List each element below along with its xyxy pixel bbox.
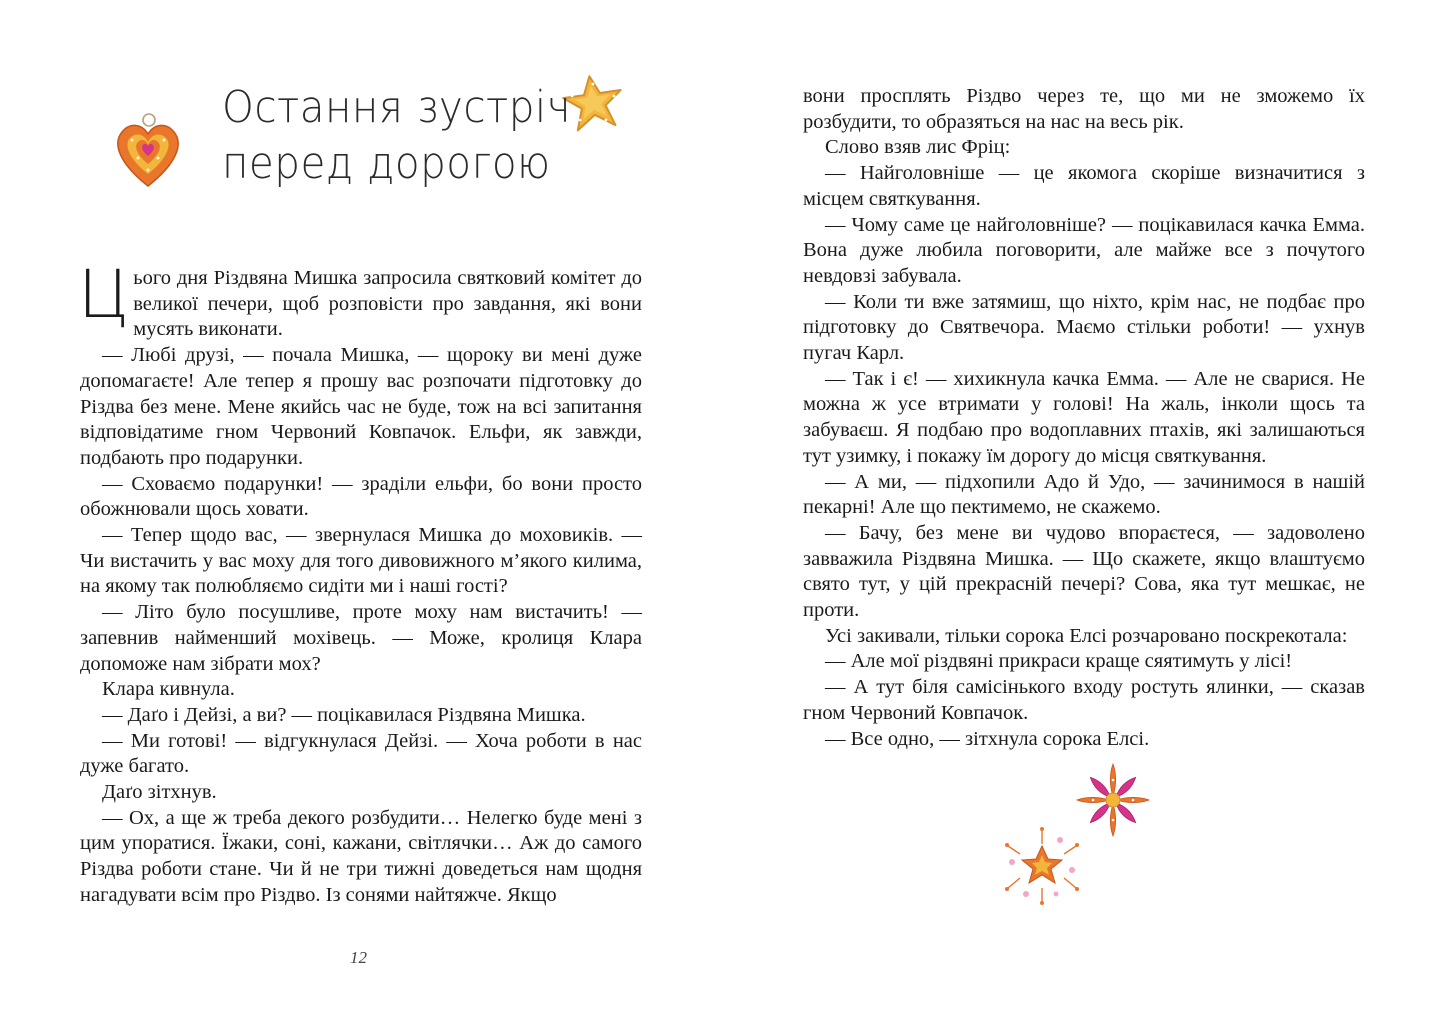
- paragraph: — Сховаємо подарунки! — зраділи ельфи, бо вони просто обожнювали щось ховати.: [80, 472, 642, 521]
- paragraph: Цього дня Різдвяна Мишка запросила святковий комітет до великої печери, щоб розповісти про завдання, які вони мусять виконати.: [78, 256, 642, 341]
- paragraph: Усі закивали, тільки сорока Елсі розчаровано поскрекотала:: [825, 624, 1348, 647]
- paragraph: — Але мої різдвяні прикраси краще сяятимуть у лісі!: [825, 650, 1293, 673]
- chapter-title-line2: перед дорогою: [222, 138, 551, 189]
- chapter-title-line1: Остання зустріч: [222, 82, 571, 133]
- paragraph: — А тут біля самісінького входу ростуть ялинки, — сказав гном Червоний Ковпачок.: [803, 676, 1365, 724]
- paragraph: Даґо зітхнув.: [102, 781, 217, 804]
- paragraph: — Коли ти вже затямиш, що ніхто, крім нас, не подбає про підготовку до Святвечора. Маємо стільки роботи! — ухнув пугач Карл.: [803, 290, 1365, 365]
- paragraph: Клара кивнула.: [102, 678, 235, 701]
- paragraph: — Даґо і Дейзі, а ви? — поцікавилася Різдвяна Мишка.: [102, 703, 586, 726]
- paragraph: — Так і є! — хихикнула качка Емма. — Але не сварися. Не можна ж усе втримати у голові! На жаль, інколи щось та забуваєш. Я подбаю про водоплавних птахів, які залишаються тут узимку, і покажу їм дорогу до місця святкування.: [803, 367, 1365, 467]
- starburst-ornament-icon: [998, 826, 1088, 906]
- heart-ornament-icon: [112, 110, 184, 190]
- paragraph: — Літо було посушливе, проте моху нам вистачить! — запевнив найменший мохівець. — Може, кролиця Клара допоможе нам зібрати мох?: [80, 601, 642, 675]
- page-number: 12: [350, 948, 367, 967]
- paragraph: — Чому саме це найголовніше? — поцікавилася качка Емма. Вона дуже любила поговорити, але майже все з почутого невдовзі забувала.: [803, 213, 1365, 287]
- paragraph: — Ох, а ще ж треба декого розбудити… Нелегко буде мені з цим упоратися. Їжаки, соні, кажани, світлячки… Аж до самого Різдва роботи стане. Чи й не три тижні доведеться нам щодня нагадувати всім про Різдво. Із сонями найтяжче. Якщо: [80, 806, 642, 906]
- paragraph: — Ми готові! — відгукнулася Дейзі. — Хоча роботи в нас дуже багато.: [80, 729, 642, 778]
- right-text-column: [803, 84, 1365, 752]
- paragraph: — Найголовніше — це якомога скоріше визначитися з місцем святкування.: [803, 162, 1365, 210]
- paragraph: — Тепер щодо вас, — звернулася Мишка до моховиків. — Чи вистачить у вас моху для того дивовижного м’якого килима, на якому так полюбляємо сидіти ми і наші гості?: [80, 524, 642, 598]
- left-text-column: [78, 256, 642, 909]
- paragraph: — А ми, — підхопили Адо й Удо, — зачинимося в нашій пекарні! Але що пектимемо, не скажемо.: [803, 470, 1365, 519]
- paragraph: — Все одно, — зітхнула сорока Елсі.: [825, 727, 1150, 750]
- paragraph: вони просплять Різдво через те, що ми не зможемо їх розбудити, то образяться на нас на весь рік.: [803, 85, 1365, 133]
- paragraph: — Любі друзі, — почала Мишка, — щороку ви мені дуже допомагаєте! Але тепер я прошу вас розпочати підготовку до Різдва без мене. Мене якийсь час не буде, тож на всі запитання відповідатиме гном Червоний Ковпачок. Ельфи, як завжди, подбають про подарунки.: [80, 344, 642, 469]
- paragraph: — Бачу, без мене ви чудово впораєтеся, — задоволено завважила Різдвяна Мишка. — Що скажете, якщо влаштуємо свято тут, у цій прекрасній печері? Сова, яка тут мешкає, не проти.: [803, 521, 1365, 622]
- paragraph: Слово взяв лис Фріц:: [825, 136, 1011, 159]
- chapter-title: [222, 80, 571, 192]
- drop-cap: Ц: [78, 256, 130, 333]
